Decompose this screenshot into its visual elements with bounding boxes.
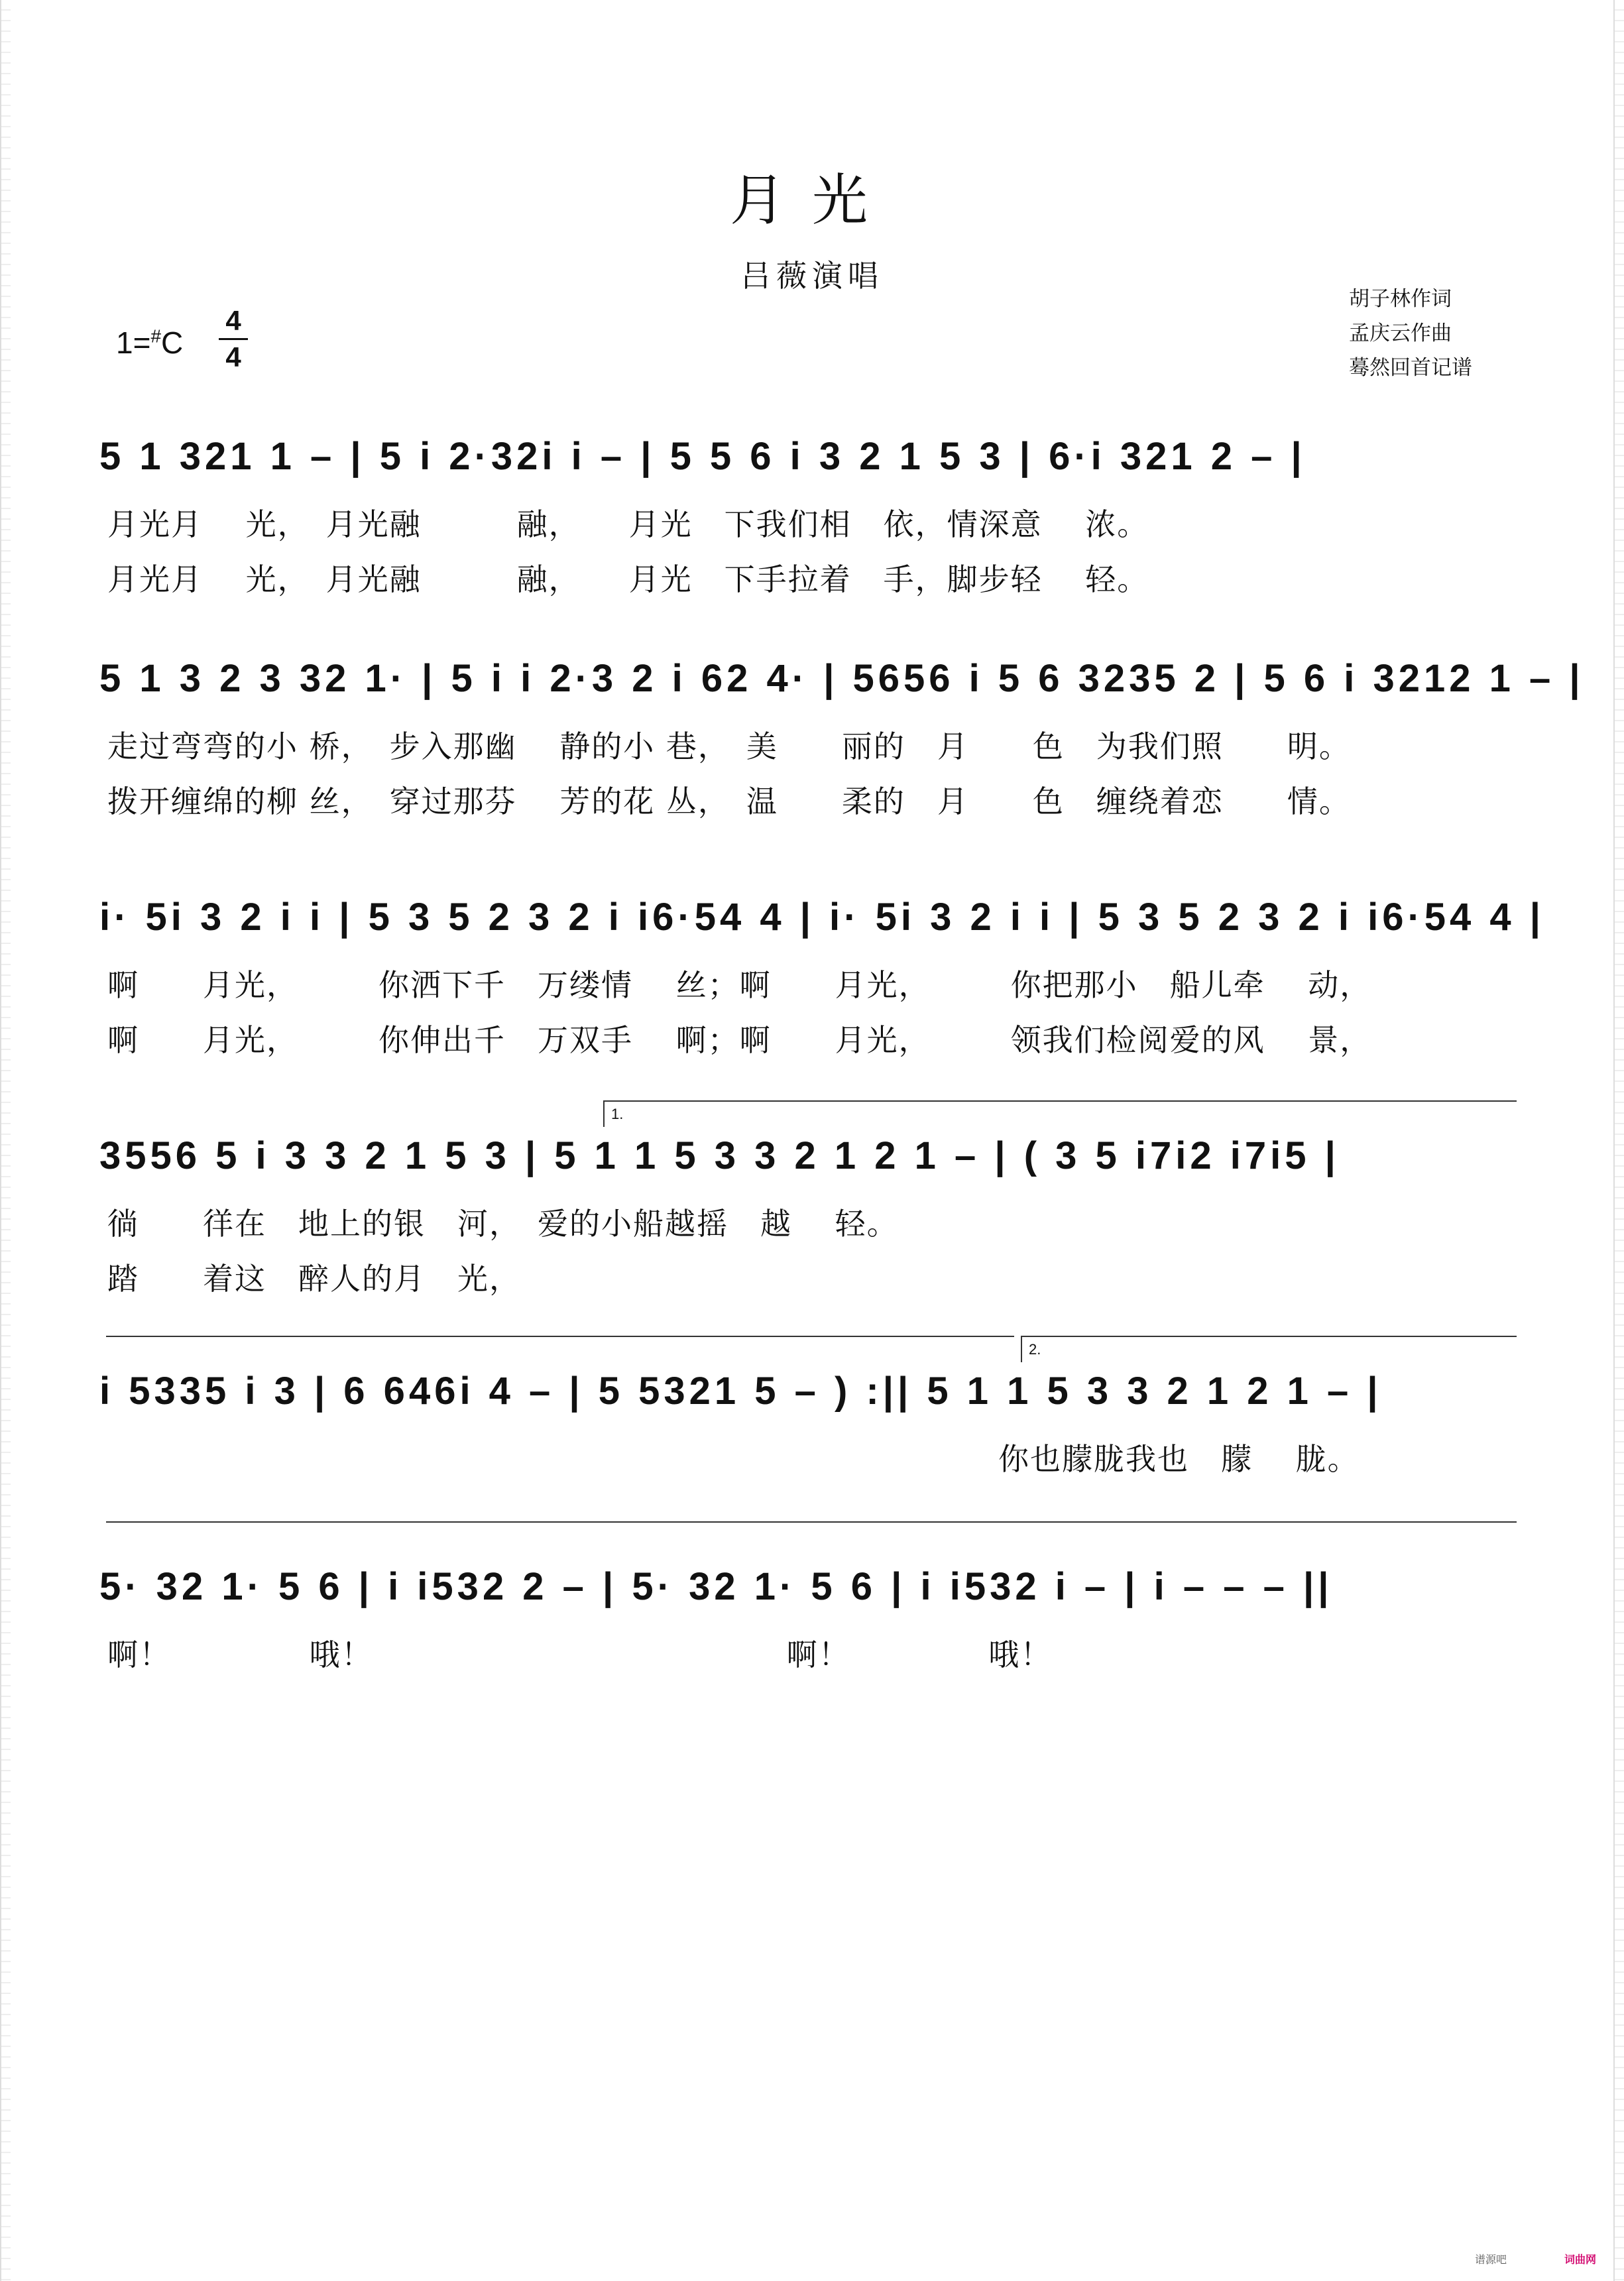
second-ending-bracket [1021,1336,1517,1337]
score-system-3 [99,895,1544,1061]
notation-row: i· 5i 3 2 i i | 5 3 5 2 3 2 i i6·54 4 | i· 5i 3 2 i i | 5 3 5 2 3 2 i i6·54 4 | [99,896,1544,939]
first-ending-tick [603,1100,605,1127]
lyric-verse-1: 啊！ 哦！ 啊！ 哦！ [107,1637,1053,1672]
lyric-verse-1: 徜 徉在 地上的银 河， 爱的小船越摇 越 轻。 [107,1206,899,1242]
lyric-verse-2: 啊 月光， 你伸出千 万双手 啊；啊 月光， 领我们检阅爱的风 景， [107,1022,1372,1058]
notation-row: i 5335 i 3 | 6 646i 4 – | 5 5321 5 – ) :|| 5 1 1 5 3 3 2 1 2 1 – | [99,1370,1382,1413]
second-ending-tick [1021,1336,1022,1362]
score-system-4 [99,1134,1525,1299]
site-watermark: 词曲网 [1564,2253,1597,2266]
lyric-verse-2: 拨开缠绵的柳 丝， 穿过那芬 芳的花 丛， 温 柔的 月 色 缠绕着恋 情。 [107,784,1351,819]
first-ending-label: 1. [611,1106,624,1122]
song-title: 月光 [729,168,894,233]
score-system-5 [99,1369,1525,1482]
lyricist-credit: 胡子林作词 [1349,287,1452,311]
lyric-verse-1: 啊 月光， 你洒下千 万缕情 丝；啊 月光， 你把那小 船儿牵 动， [107,967,1372,1003]
lyric-verse-1: 走过弯弯的小 桥， 步入那幽 静的小 巷， 美 丽的 月 色 为我们照 明。 [107,729,1351,764]
notation-row: 5· 32 1· 5 6 | i i532 2 – | 5· 32 1· 5 6 | i i532 i – | i – – – || [99,1565,1333,1608]
page-left-edge [0,0,11,2281]
system-5-frame-line [106,1336,1014,1337]
time-signature-top: 4 [225,305,241,336]
score-system-6 [99,1564,1525,1677]
time-signature-bar [219,338,248,340]
lyric-verse-1: 你也朦胧我也 朦 胧。 [107,1441,1360,1477]
lyric-verse-2: 月光月 光， 月光融 融， 月光 下手拉着 手，脚步轻 轻。 [107,561,1149,597]
lyric-verse-1: 月光月 光， 月光融 融， 月光 下我们相 依，情深意 浓。 [107,506,1149,542]
key-signature: 1=#C [116,325,184,360]
notation-row: 5 1 321 1 – | 5 i 2·32i i – | 5 5 6 i 3 2 1 5 3 | 6·i 321 2 – | [99,435,1306,478]
score-system-1 [99,434,1525,600]
time-signature [219,305,248,373]
lyric-verse-2: 踏 着这 醉人的月 光， [107,1261,521,1297]
notation-row: 5 1 3 2 3 32 1· | 5 i i 2·3 2 i 62 4· | 5656 i 5 6 3235 2 | 5 6 i 3212 1 – | [99,657,1584,700]
second-ending-label: 2. [1029,1341,1041,1358]
source-watermark: 谱源吧 [1475,2253,1507,2266]
first-ending-bracket [603,1100,1517,1102]
score-system-2 [99,656,1584,822]
page-right-edge [1613,0,1624,2281]
singer-credit: 吕薇演唱 [740,258,884,294]
time-signature-bottom: 4 [225,341,241,373]
transcriber-credit: 蓦然回首记谱 [1349,356,1472,380]
system-6-frame-line [106,1521,1517,1523]
notation-row: 3556 5 i 3 3 2 1 5 3 | 5 1 1 5 3 3 2 1 2 1 – | ( 3 5 i7i2 i7i5 | [99,1134,1340,1177]
credits-block [1349,282,1472,385]
composer-credit: 孟庆云作曲 [1349,322,1452,345]
